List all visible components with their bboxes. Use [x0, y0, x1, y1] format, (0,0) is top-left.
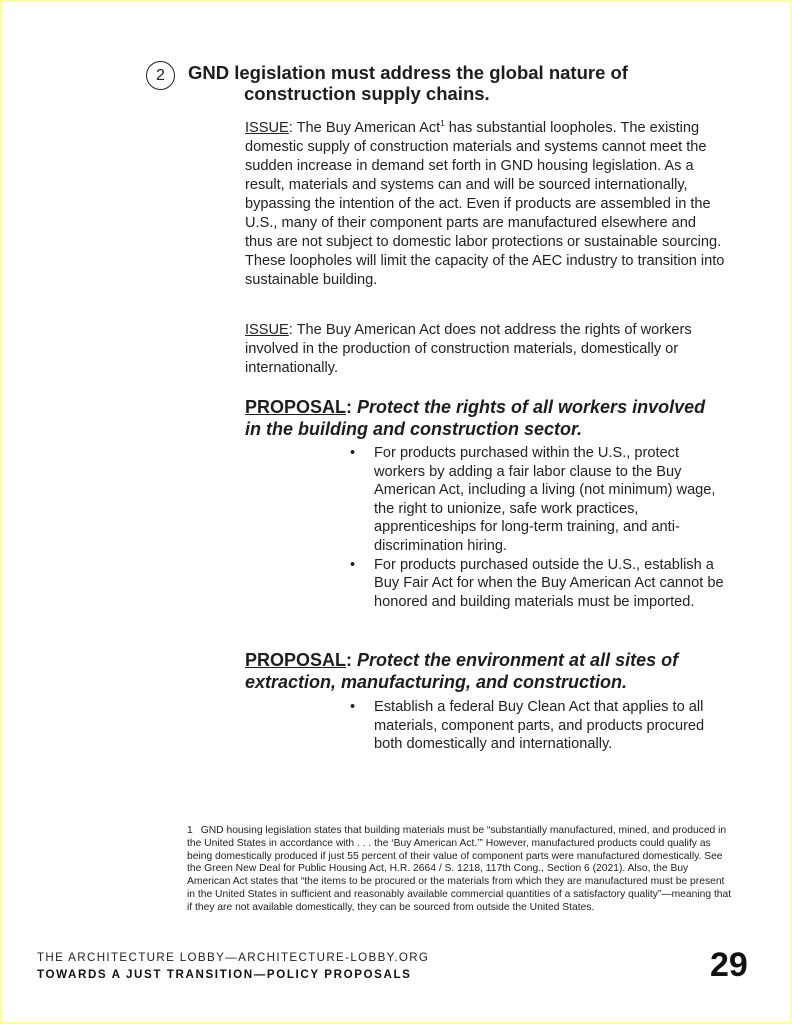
proposal-label: PROPOSAL [245, 397, 347, 417]
issue-text-start: : The Buy American Act [288, 120, 441, 136]
issue-label: ISSUE [245, 322, 289, 338]
footnote-text: GND housing legislation states that building materials must be “substantially manufactured, mined, and produced in the United States in accordance with . . . the ‘Buy American Act.’” However, manufactured products could qualify as being domestically produced if just 55 percent of their value of component parts were manufactured domestically. See the Green New Deal for Public Housing Act, H.R. 2664 / S. 1218, 117th Cong., Section 6 (2021). Also, the Buy American Act states that “the items to be procured or the materials from which they are manufactured must be present in the United States in sufficient and reasonably available commercial quantities of a satisfactory quality”—meaning that if they are not available domestically, they can be sourced from outside the United States. [187, 825, 732, 913]
bullet-icon: • [350, 699, 356, 715]
footnote [187, 825, 732, 915]
issue-text: : The Buy American Act does not address the rights of workers involved in the production of construction materials, domestically or internationally. [245, 322, 692, 376]
footnote-number: 1 [187, 825, 193, 836]
document-page [2, 2, 790, 1022]
section-title-line-1: GND legislation must address the global nature of [188, 62, 628, 83]
bullet-item [350, 698, 730, 754]
issue-text-rest: has substantial loopholes. The existing domestic supply of construction materials and systems cannot meet the sudden increase in demand set forth in GND housing legislation. As a result, materials and systems can and will be sourced internationally, bypassing the intention of the act. Even if products are assembled in the U.S., many of their component parts are manufactured elsewhere and thus are not subject to domestic labor protections or sustainable sourcing. These loopholes will limit the capacity of the AEC industry to transition into sustainable building. [245, 120, 725, 288]
section-title [188, 62, 668, 104]
bullet-icon: • [350, 556, 356, 573]
bullet-text: For products purchased within the U.S., protect workers by adding a fair labor clause to the Buy American Act, including a living (not minimum) wage, the right to unionize, safe work practices, apprenticeships for long-term training, and anti-discrimination hiring. [374, 445, 716, 554]
bullet-text: For products purchased outside the U.S., establish a Buy Fair Act for when the Buy American Act cannot be honored and building materials must be imported. [374, 556, 724, 610]
footer-document-title: TOWARDS A JUST TRANSITION—POLICY PROPOSALS [37, 968, 412, 981]
bullet-item [350, 556, 730, 612]
footer-organization: THE ARCHITECTURE LOBBY—ARCHITECTURE-LOBBY.ORG [37, 951, 430, 964]
proposal-text: Protect the environment at all sites of extraction, manufacturing, and construction. [245, 650, 679, 692]
section-number-badge: 2 [146, 61, 175, 90]
bullet-item [350, 444, 730, 556]
issue-paragraph-1 [245, 119, 725, 290]
proposal-2-bullet-list [350, 698, 730, 754]
issue-label: ISSUE [245, 120, 289, 136]
bullet-icon: • [350, 445, 356, 461]
page-number: 29 [710, 946, 748, 984]
proposal-label: PROPOSAL [245, 650, 347, 670]
proposal-text: Protect the rights of all workers involved in the building and construction sector. [245, 397, 706, 439]
bullet-text: Establish a federal Buy Clean Act that applies to all materials, component parts, and products procured both domestically and internationally. [374, 699, 705, 753]
proposal-heading-1 [245, 396, 725, 440]
proposal-1-bullet-list [350, 444, 730, 611]
footnote-reference[interactable]: 1 [440, 119, 445, 128]
proposal-colon: : [346, 397, 358, 417]
proposal-heading-2 [245, 649, 725, 693]
section-title-line-2: construction supply chains. [244, 83, 490, 104]
issue-paragraph-2 [245, 321, 725, 378]
proposal-colon: : [346, 650, 358, 670]
